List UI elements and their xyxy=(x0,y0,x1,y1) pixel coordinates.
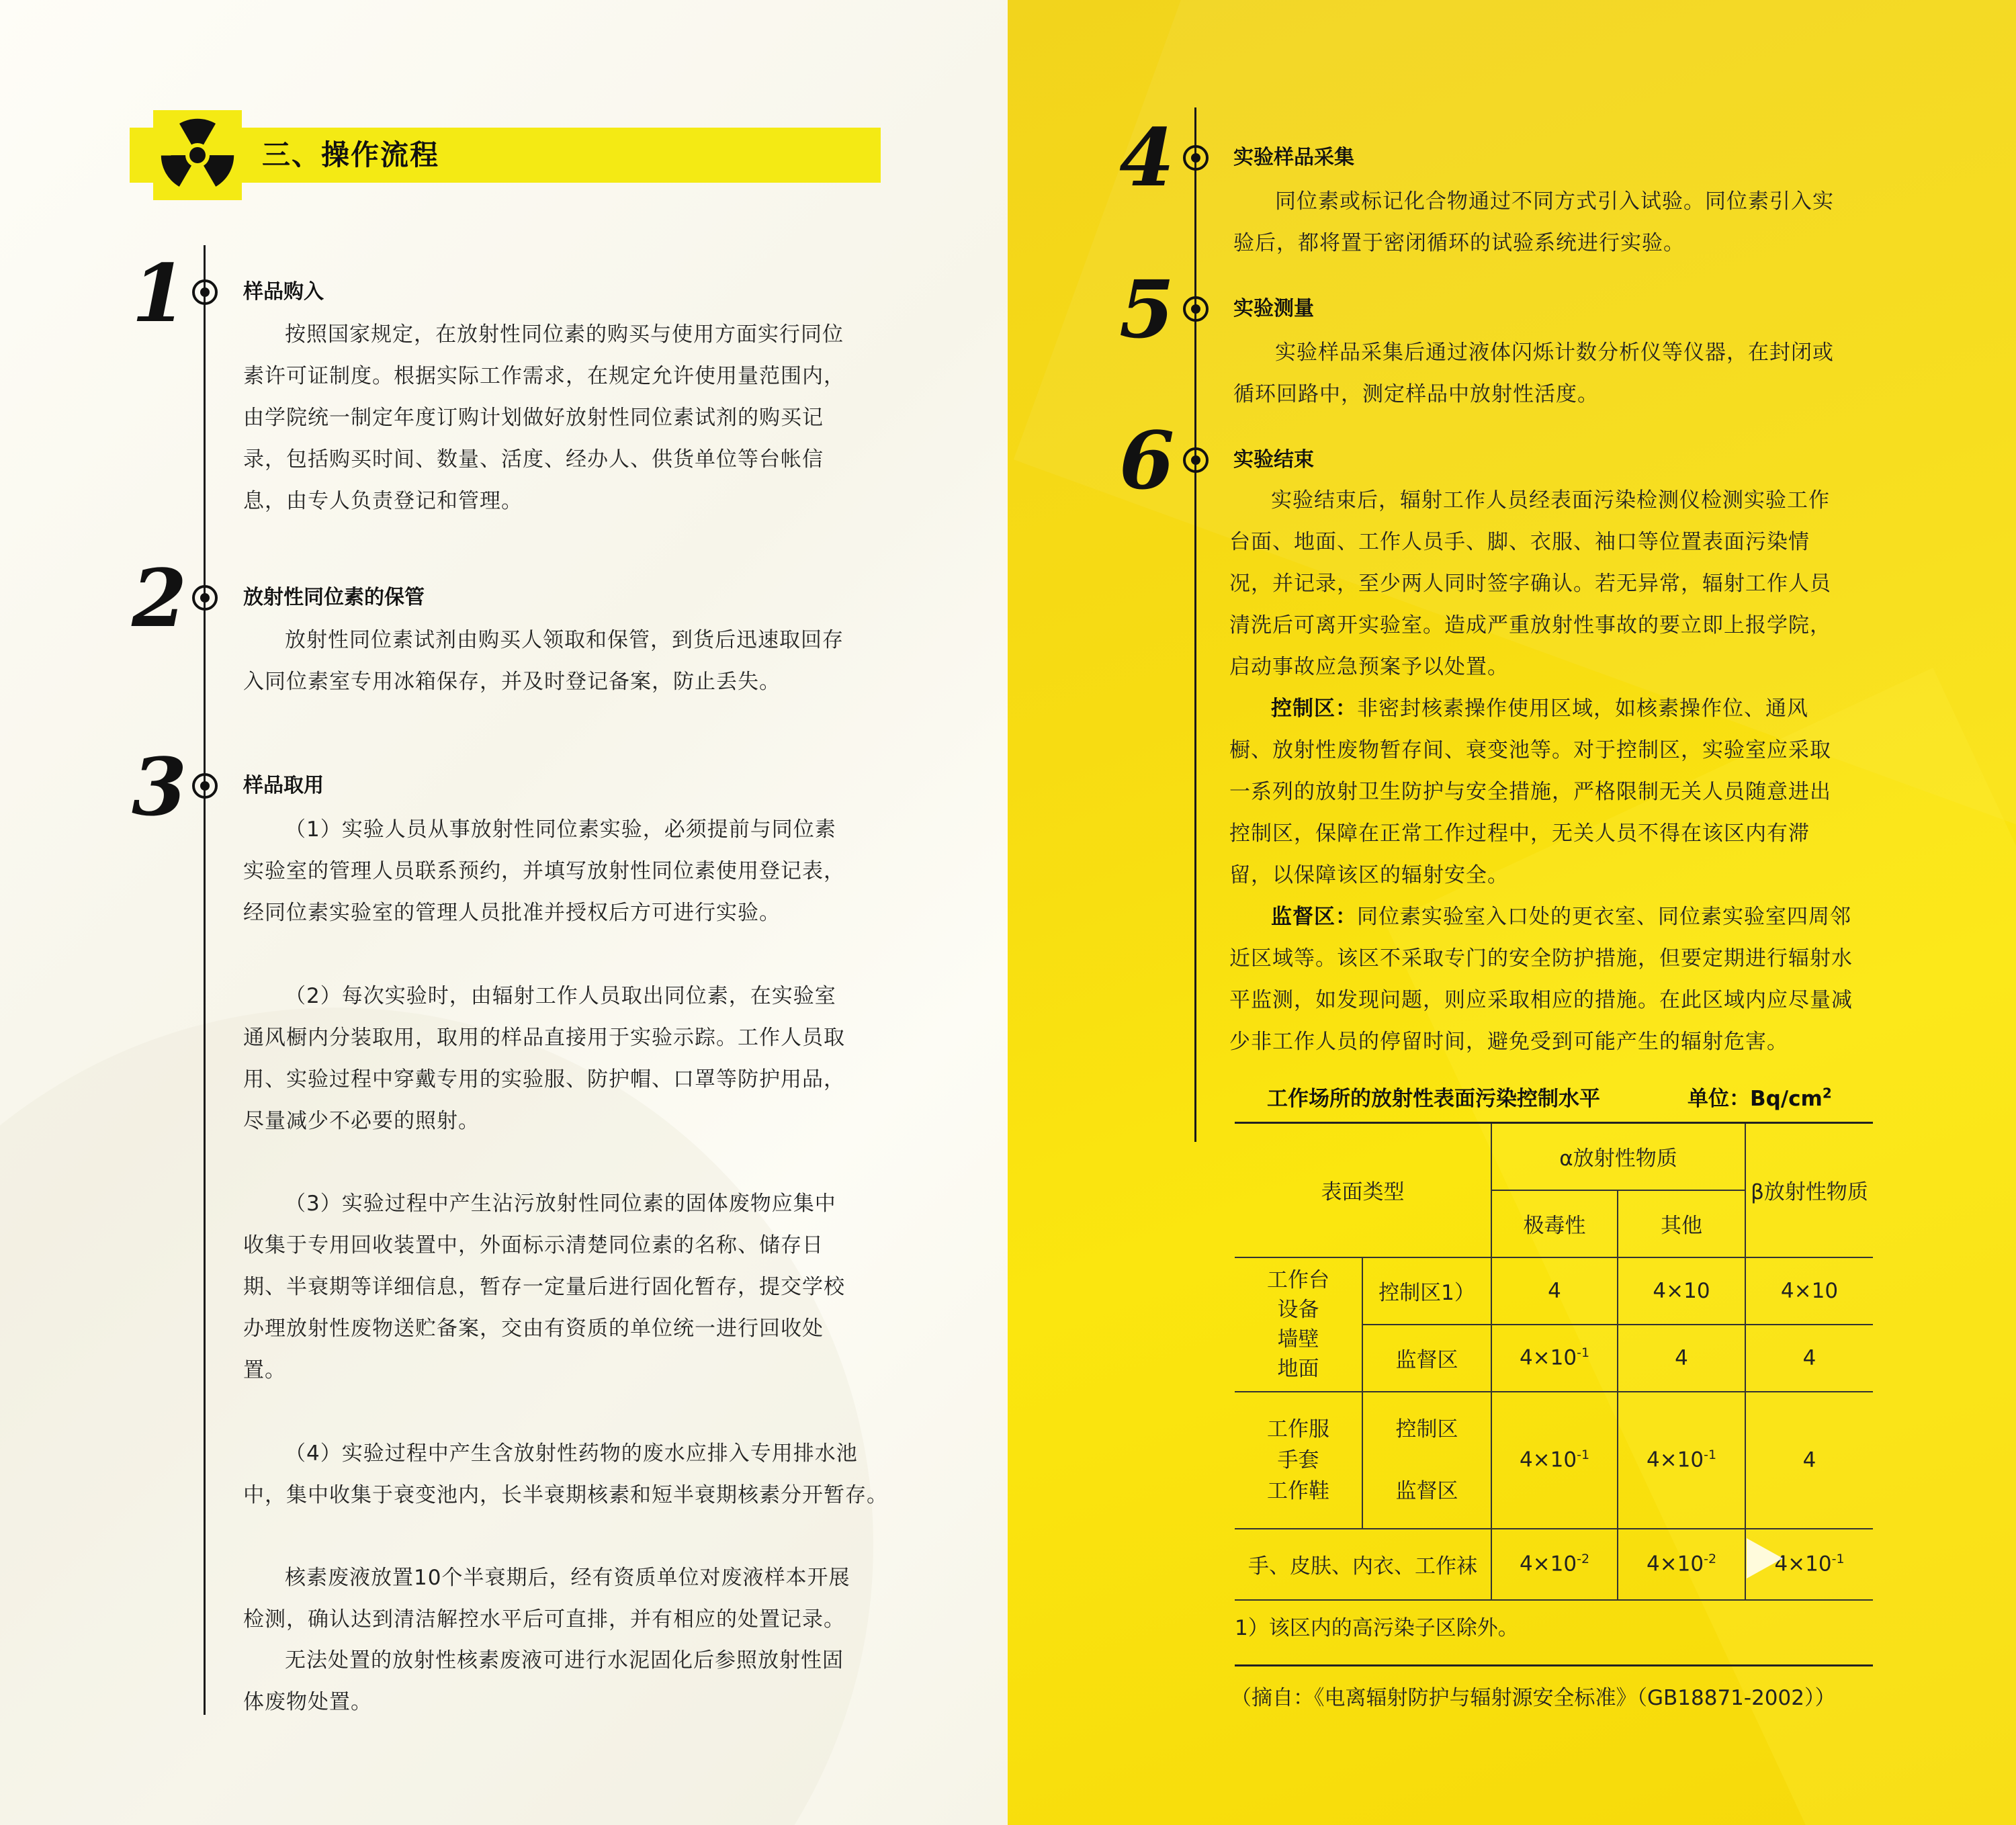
table-cell: 4×10 xyxy=(1745,1257,1873,1325)
cell-base: 4×10 xyxy=(1646,1552,1704,1576)
control-zone-paragraph xyxy=(1229,688,1881,896)
radiation-icon xyxy=(153,110,242,200)
step-paragraph: 核素废液放置10个半衰期后，经有资质单位对废液样本开展 检测，确认达到清洁解控水平后可直排，并有相应的处置记录。 xyxy=(243,1566,850,1632)
step-title: 实验结束 xyxy=(1233,448,1314,472)
play-triangle-decoration xyxy=(1747,1538,1783,1578)
header-alpha-other: 其他 xyxy=(1618,1190,1745,1257)
timeline-node xyxy=(192,773,218,799)
row-label: 手、皮肤、内衣、工作袜 xyxy=(1235,1529,1491,1600)
cell-base: 4×10 xyxy=(1774,1552,1832,1576)
step-number: 2 xyxy=(132,551,187,645)
table-cell: 控制区1） xyxy=(1362,1257,1491,1325)
cell-base: 4×10 xyxy=(1519,1345,1577,1370)
table-cell xyxy=(1491,1529,1618,1600)
step-paragraph: 按照国家规定，在放射性同位素的购买与使用方面实行同位 素许可证制度。根据实际工作需求，在规定允许使用量范围内， 由学院统一制定年度订购计划做好放射性同位素试剂的购买记 录，包括购买时间、数量、活度、经办人、供货单位等台帐信 息，由专人负责登记和管理。 xyxy=(243,322,845,513)
source-citation: （摘自：《电离辐射防护与辐射源安全标准》（GB18871-2002）） xyxy=(1231,1686,1836,1710)
header-alpha: α放射性物质 xyxy=(1491,1123,1745,1190)
table-cell: 4 xyxy=(1745,1325,1873,1392)
cell-exponent: -2 xyxy=(1577,1552,1590,1567)
header-alpha-toxic: 极毒性 xyxy=(1491,1190,1618,1257)
header-surface-type: 表面类型 xyxy=(1235,1123,1491,1257)
unit-exponent: 2 xyxy=(1822,1085,1832,1102)
table-unit xyxy=(1688,1081,1832,1112)
timeline-line-left xyxy=(204,245,206,1715)
step-number: 3 xyxy=(132,740,187,834)
zone-label: 监督区 xyxy=(1395,1478,1458,1503)
table-cell xyxy=(1491,1325,1618,1392)
cell-exponent: -1 xyxy=(1577,1345,1590,1361)
step-number: 6 xyxy=(1119,414,1175,507)
step-title: 放射性同位素的保管 xyxy=(243,586,425,609)
step-paragraph: 同位素或标记化合物通过不同方式引入试验。同位素引入实 验后，都将置于密闭循环的试验系统进行实验。 xyxy=(1233,189,1834,255)
header-beta: β放射性物质 xyxy=(1745,1123,1873,1257)
cell-exponent: -1 xyxy=(1831,1552,1845,1567)
step-paragraph: （1）实验人员从事放射性同位素实验，必须提前与同位素 实验室的管理人员联系预约，并填写放射性同位素使用登记表， 经同位素实验室的管理人员批准并授权后方可进行实验。 xyxy=(243,817,845,925)
cell-exponent: -1 xyxy=(1704,1448,1717,1463)
cell-base: 4×10 xyxy=(1519,1552,1577,1576)
control-zone-label: 控制区： xyxy=(1271,697,1357,721)
cell-exponent: -2 xyxy=(1704,1552,1717,1567)
row-group-label: 工作台 设备 墙壁 地面 xyxy=(1235,1257,1362,1392)
step-paragraph: （3）实验过程中产生沾污放射性同位素的固体废物应集中 收集于专用回收装置中，外面标示清楚同位素的名称、储存日 期、半衰期等详细信息，暂存一定量后进行固化暂存，提交学校 办理放射性废物送贮备案，交由有资质的单位统一进行回收处 置。 xyxy=(243,1192,845,1382)
step-paragraph: （4）实验过程中产生含放射性药物的废水应排入专用排水池 中，集中收集于衰变池内，长半衰期核素和短半衰期核素分开暂存。 xyxy=(243,1441,888,1507)
timeline-node xyxy=(1183,145,1209,171)
table-cell: 4 xyxy=(1618,1325,1745,1392)
contamination-table xyxy=(1235,1122,1873,1601)
table-cell: 监督区 xyxy=(1362,1325,1491,1392)
supervised-zone-paragraph xyxy=(1229,896,1881,1063)
supervised-zone-label: 监督区： xyxy=(1271,905,1357,929)
row-group-label: 工作服 手套 工作鞋 xyxy=(1235,1392,1362,1529)
step-paragraph: （2）每次实验时，由辐射工作人员取出同位素，在实验室 通风橱内分装取用，取用的样品直接用于实验示踪。工作人员取 用、实验过程中穿戴专用的实验服、防护帽、口罩等防护用品， 尽量减少不必要的照射。 xyxy=(243,984,845,1133)
step-paragraph: 实验结束后，辐射工作人员经表面污染检测仪检测实验工作 台面、地面、工作人员手、脚、衣服、袖口等位置表面污染情 况，并记录，至少两人同时签字确认。若无异常，辐射工作人员 清洗后可离开实验室。造成严重放射性事故的要立即上报学院， 启动事故应急预案予以处置。 xyxy=(1229,488,1831,679)
table-cell: 4×10 xyxy=(1618,1257,1745,1325)
table-cell xyxy=(1618,1392,1745,1529)
zone-label: 控制区 xyxy=(1395,1417,1458,1441)
section-header-bar xyxy=(130,128,881,183)
cell-exponent: -1 xyxy=(1577,1448,1590,1463)
supervised-zone-text: 同位素实验室入口处的更衣室、同位素实验室四周邻 近区域等。该区不采取专门的安全防护措施，但要定期进行辐射水 平监测，如发现问题，则应采取相应的措施。在此区域内应尽量减 少非工作人员的停留时间，避免受到可能产生的辐射危害。 xyxy=(1229,905,1853,1054)
table-title: 工作场所的放射性表面污染控制水平 xyxy=(1267,1087,1600,1111)
timeline-node xyxy=(1183,296,1209,322)
divider xyxy=(1235,1664,1873,1666)
table-cell xyxy=(1491,1392,1618,1529)
step-title: 实验样品采集 xyxy=(1233,146,1354,169)
cell-base: 4×10 xyxy=(1519,1448,1577,1472)
step-paragraph: 放射性同位素试剂由购买人领取和保管，到货后迅速取回存 入同位素室专用冰箱保存，并及时登记备案，防止丢失。 xyxy=(243,628,844,694)
step-title: 实验测量 xyxy=(1233,297,1314,320)
step-paragraph: 无法处置的放射性核素废液可进行水泥固化后参照放射性固 体废物处置。 xyxy=(243,1648,844,1714)
table-cell xyxy=(1362,1392,1491,1529)
timeline-node xyxy=(192,279,218,305)
step-number: 4 xyxy=(1119,111,1175,204)
timeline-node xyxy=(192,585,218,611)
timeline-node xyxy=(1183,447,1209,473)
timeline-line-right xyxy=(1194,107,1196,1142)
table-cell: 4 xyxy=(1491,1257,1618,1325)
control-zone-text: 非密封核素操作使用区域，如核素操作位、通风 橱、放射性废物暂存间、衰变池等。对于控制区，实验室应采取 一系列的放射卫生防护与安全措施，严格限制无关人员随意进出 控制区，保障在正常工作过程中，无关人员不得在该区内有滞 留，以保障该区的辐射安全。 xyxy=(1229,697,1831,887)
step-paragraph: 实验样品采集后通过液体闪烁计数分析仪等仪器，在封闭或 循环回路中，测定样品中放射性活度。 xyxy=(1233,341,1834,406)
unit-label: 单位：Bq/cm xyxy=(1688,1087,1823,1111)
step-number: 5 xyxy=(1119,263,1175,356)
step-title: 样品取用 xyxy=(243,774,324,797)
table-cell xyxy=(1618,1529,1745,1600)
page-title: 三、操作流程 xyxy=(262,138,440,171)
step-title: 样品购入 xyxy=(243,280,324,304)
table-footnote: 1）该区内的高污染子区除外。 xyxy=(1235,1616,1519,1640)
table-cell: 4 xyxy=(1745,1392,1873,1529)
step-number: 1 xyxy=(132,247,187,340)
cell-base: 4×10 xyxy=(1646,1448,1704,1472)
